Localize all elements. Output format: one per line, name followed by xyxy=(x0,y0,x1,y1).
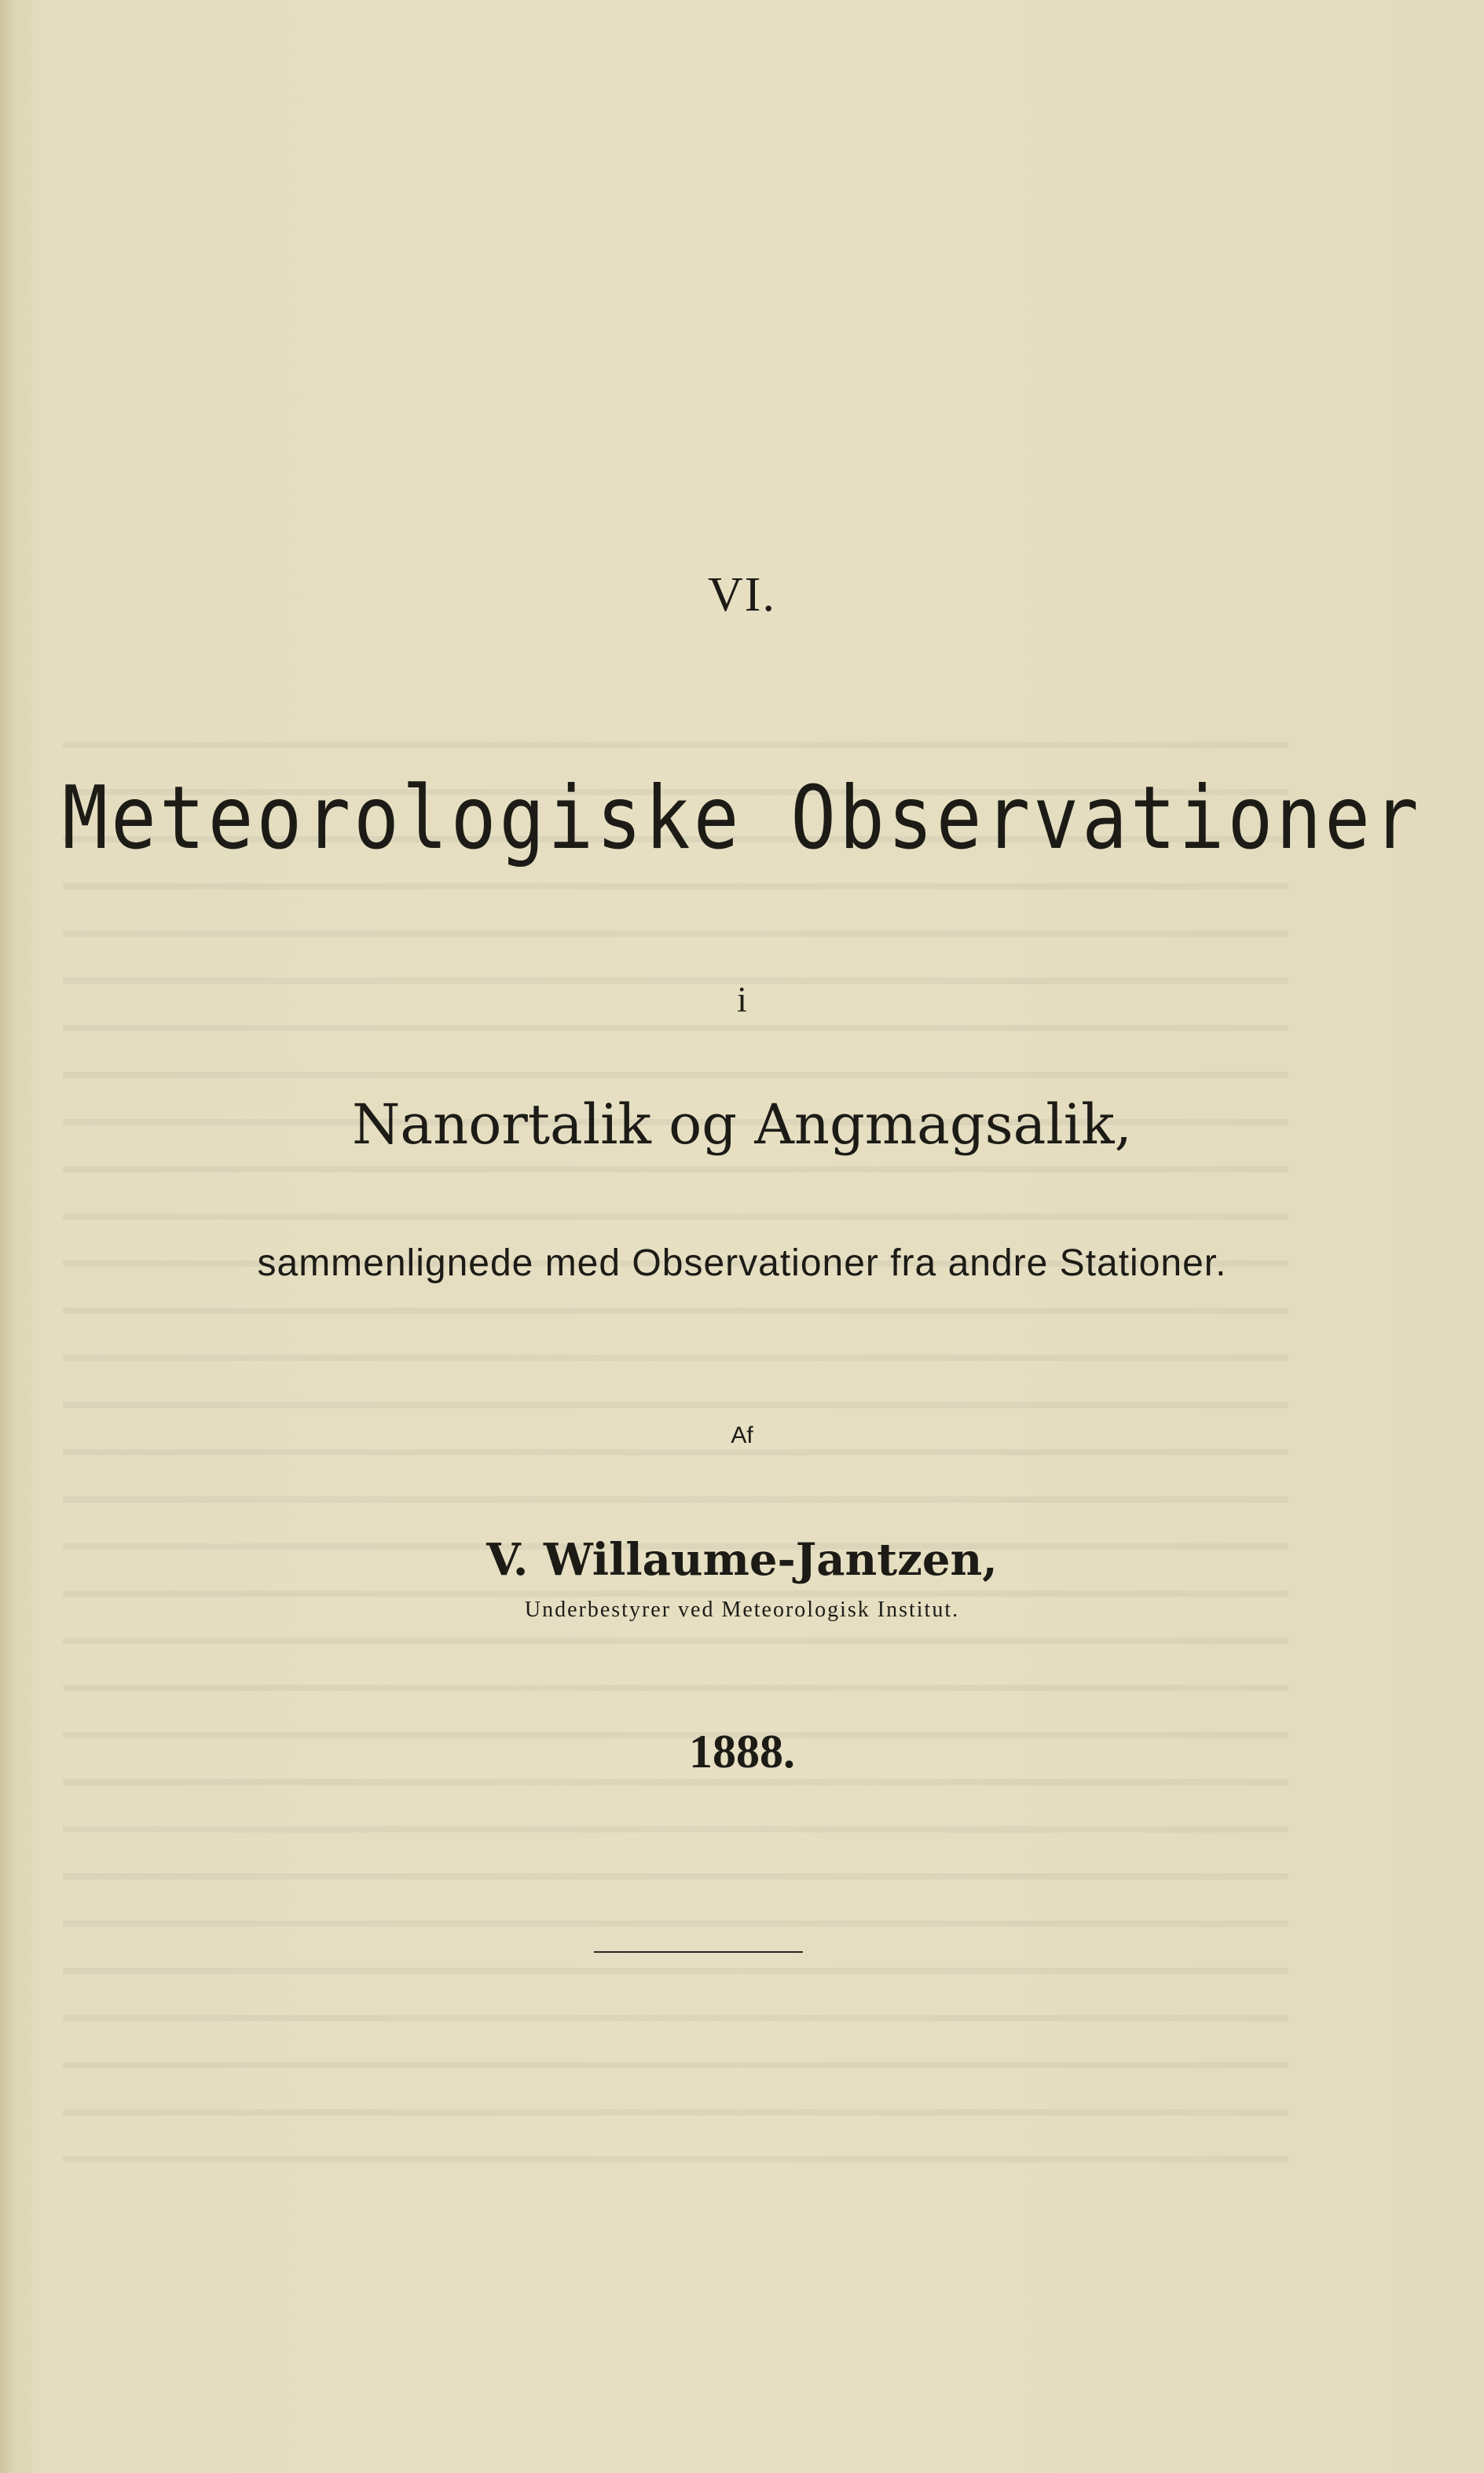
part-number: VI. xyxy=(708,568,776,622)
subtitle: sammenlignede med Observationer fra andre Stationer. xyxy=(257,1242,1227,1284)
author-affiliation: Underbestyrer ved Meteorologisk Institut. xyxy=(524,1598,960,1622)
paper-show-through xyxy=(63,707,1288,2200)
horizontal-rule xyxy=(594,1951,803,1953)
author-name: V. Willaume-Jantzen, xyxy=(486,1534,998,1586)
title-connector: i xyxy=(737,979,747,1019)
publication-year: 1888. xyxy=(689,1726,795,1778)
main-title: Meteorologiske Observationer xyxy=(62,767,1422,869)
by-label: Af xyxy=(731,1422,753,1448)
place-names: Nanortalik og Angmagsalik, xyxy=(352,1092,1132,1157)
